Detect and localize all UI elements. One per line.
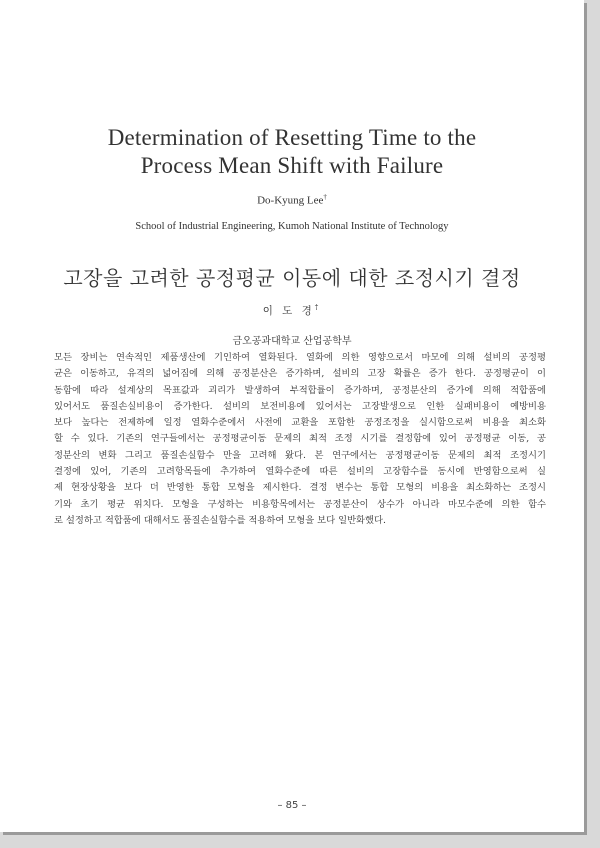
english-affiliation: School of Industrial Engineering, Kumoh National Institute of Technology bbox=[135, 221, 449, 232]
korean-corresponding-author-mark: † bbox=[314, 303, 322, 312]
abstract-line: 동함에 따라 설계상의 목표값과 괴리가 발생하여 부적합률이 증가하며, 공정분산의 증가에 의해 적합품에 bbox=[54, 384, 546, 396]
english-author bbox=[0, 193, 584, 207]
abstract-line: 균은 이동하고, 유격의 넓어짐에 의해 공정분산은 증가하며, 설비의 고장 확률은 증가 한다. 공정평균이 이 bbox=[54, 368, 546, 380]
abstract-line: 모든 장비는 연속적인 제품생산에 기인하여 열화된다. 열화에 의한 영향으로서 마모에 의해 설비의 공정평 bbox=[54, 352, 546, 363]
korean-title: 고장을 고려한 공정평균 이동에 대한 조정시기 결정 bbox=[63, 266, 521, 290]
korean-author bbox=[0, 303, 584, 318]
korean-affiliation: 금오공과대학교 산업공학부 bbox=[232, 336, 352, 347]
english-title-line-1: Determination of Resetting Time to the bbox=[107, 125, 477, 150]
corresponding-author-mark: † bbox=[323, 193, 327, 201]
abstract-line: 정분산의 변화 그리고 품질손실함수 만을 고려해 왔다. 본 연구에서는 공정평균이동 문제의 최적 조정시기 bbox=[54, 449, 546, 461]
english-author-name: Do-Kyung Lee bbox=[257, 194, 324, 207]
korean-author-name: 이 도 경 bbox=[262, 305, 315, 317]
abstract-line: 로 설정하고 적합품에 대해서도 품질손실함수를 적용하여 모형을 보다 일반화했다. bbox=[54, 514, 386, 526]
page-number: – 85 – bbox=[277, 800, 307, 811]
abstract-line: 보다 높다는 전제하에 일정 열화수준에서 사전에 교환을 포함한 공정조정을 실시함으로써 비용을 최소화 bbox=[54, 417, 546, 429]
abstract-line: 결정에 있어, 기존의 고려항목들에 추가하여 열화수준에 따른 설비의 고장함수를 동시에 반영함으로써 실 bbox=[54, 466, 546, 478]
abstract-line: 있어서도 품질손실비용이 증가한다. 설비의 보전비용에 있어서는 고장발생으로 인한 실패비용이 예방비용 bbox=[54, 400, 546, 412]
abstract-line: 제 현장상황을 보다 더 반영한 통합 모형을 제시한다. 결정 변수는 통합 모형의 비용을 최소화하는 조정시 bbox=[54, 482, 546, 494]
english-title-line-2: Process Mean Shift with Failure bbox=[140, 153, 444, 178]
abstract bbox=[54, 350, 546, 529]
abstract-line: 기와 초기 평균 위치다. 모형을 구성하는 비용항목에서는 공정분산이 상수가 아니라 마모수준에 의한 함수 bbox=[54, 498, 546, 510]
abstract-line: 할 수 있다. 기존의 연구들에서는 공정평균이동 문제의 최적 조정 시기를 결정함에 있어 공정평균 이동, 공 bbox=[54, 433, 546, 445]
english-title bbox=[0, 124, 584, 180]
